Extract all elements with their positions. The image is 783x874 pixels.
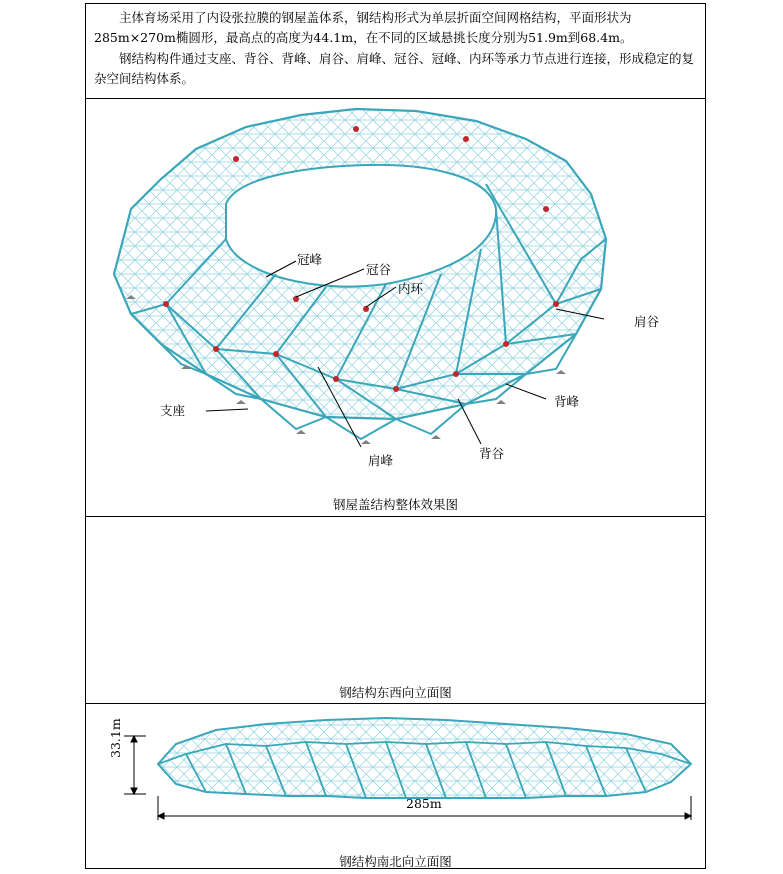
elevation-body	[158, 718, 691, 798]
ns-elevation-drawing	[86, 704, 705, 870]
label-beifeng: 背峰	[554, 394, 580, 409]
figure-overall-cell	[86, 99, 705, 517]
height-dimension-label: 33.1m	[108, 718, 123, 758]
label-guanfeng: 冠峰	[297, 252, 323, 267]
intro-paragraph-1: 主体育场采用了内设张拉膜的钢屋盖体系，钢结构形式为单层折面空间网格结构，平面形状为285m×270m椭圆形，最高点的高度为44.1m，在不同的区域悬挑长度分别为51.9m到68.4m。	[94, 10, 633, 45]
width-dimension-label: 285m	[406, 796, 442, 811]
label-jianfeng: 肩峰	[368, 453, 394, 468]
label-neihuan: 内环	[398, 281, 424, 296]
document-table	[85, 3, 706, 869]
figure-ew-caption: 钢结构东西向立面图	[339, 685, 452, 700]
label-guangu: 冠谷	[366, 262, 392, 277]
label-beigu: 背谷	[479, 446, 505, 461]
label-zhizuo: 支座	[160, 403, 186, 418]
figure-ew-cell	[86, 517, 705, 704]
roof-perspective-drawing	[86, 99, 705, 517]
intro-paragraph-2: 钢结构构件通过支座、背谷、背峰、肩谷、肩峰、冠谷、冠峰、内环等承力节点进行连接，形成稳定的复杂空间结构体系。	[94, 51, 695, 86]
figure-ns-cell	[86, 704, 705, 870]
label-jiangu: 肩谷	[634, 314, 660, 329]
figure-overall-caption: 钢屋盖结构整体效果图	[332, 497, 458, 512]
intro-cell	[86, 4, 705, 99]
figure-ns-caption: 钢结构南北向立面图	[339, 854, 452, 869]
